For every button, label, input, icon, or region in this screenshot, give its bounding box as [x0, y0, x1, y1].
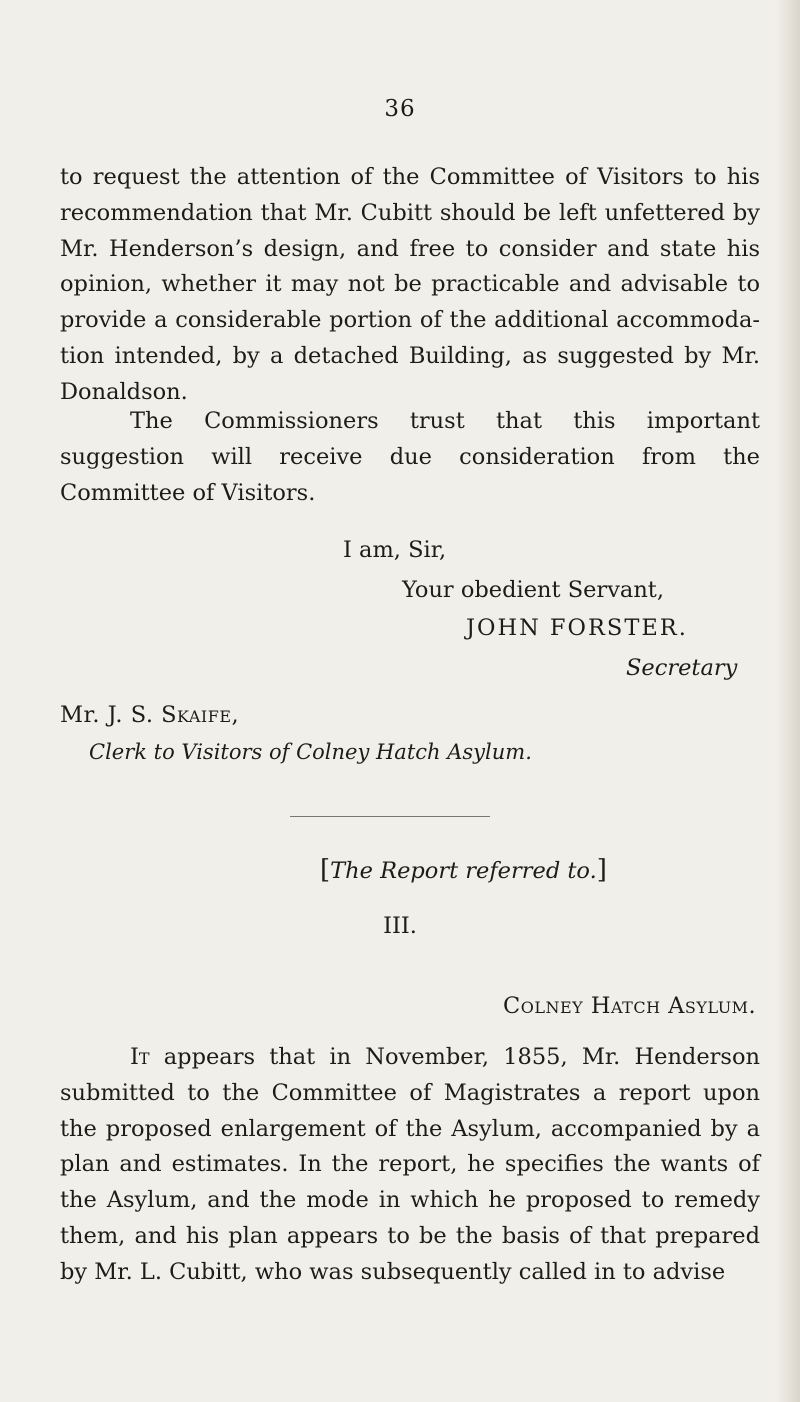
- paragraph-report: [60, 1040, 760, 1291]
- signer-title: Secretary: [626, 655, 738, 681]
- paragraph-lead-word: It: [130, 1044, 150, 1070]
- addressee-name: Skaife,: [161, 702, 240, 728]
- valediction: Your obedient Servant,: [402, 577, 665, 603]
- section-divider: [290, 816, 490, 817]
- note-open-bracket: [: [320, 855, 331, 885]
- page-number: 36: [384, 96, 416, 122]
- section-heading: Colney Hatch Asylum.: [503, 993, 757, 1019]
- paragraph-commissioners: The Commissioners trust that this important suggestion will receive due consideration from the Committee of Visitors.: [60, 408, 760, 506]
- addressee-role: Clerk to Visitors of Colney Hatch Asylum.: [89, 740, 532, 764]
- section-number: III.: [383, 913, 417, 939]
- addressee-prefix: Mr. J. S.: [60, 702, 162, 728]
- signer-name: JOHN FORSTER.: [466, 615, 688, 641]
- note-close-bracket: ]: [596, 855, 607, 885]
- paragraph-continuation: to request the attention of the Committee of Visitors to his recommendation that Mr. Cubitt should be left unfettered by Mr. Henderson’s design, and free to consider and state his opinion, whether it may not be practicable and advisable to provide a considerable portion of the additional accommoda- tion intended, by a detached Building, as suggested by Mr. Donaldson.: [60, 164, 760, 405]
- page-edge-shadow: [778, 0, 800, 1402]
- paragraph-report-body: appears that in November, 1855, Mr. Henderson submitted to the Committee of Magistrates a report upon the proposed enlargement of the Asylum, accompanied by a plan and estimates. In the report, he specifies the wants of the Asylum, and the mode in which he proposed to remedy them, and his plan appears to be the basis of that prepared by Mr. L. Cubitt, who was subsequently called in to advise: [60, 1044, 760, 1285]
- editorial-note: [320, 855, 607, 886]
- note-text: The Report referred to.: [330, 858, 597, 884]
- salutation: I am, Sir,: [343, 537, 447, 563]
- addressee: [60, 700, 239, 730]
